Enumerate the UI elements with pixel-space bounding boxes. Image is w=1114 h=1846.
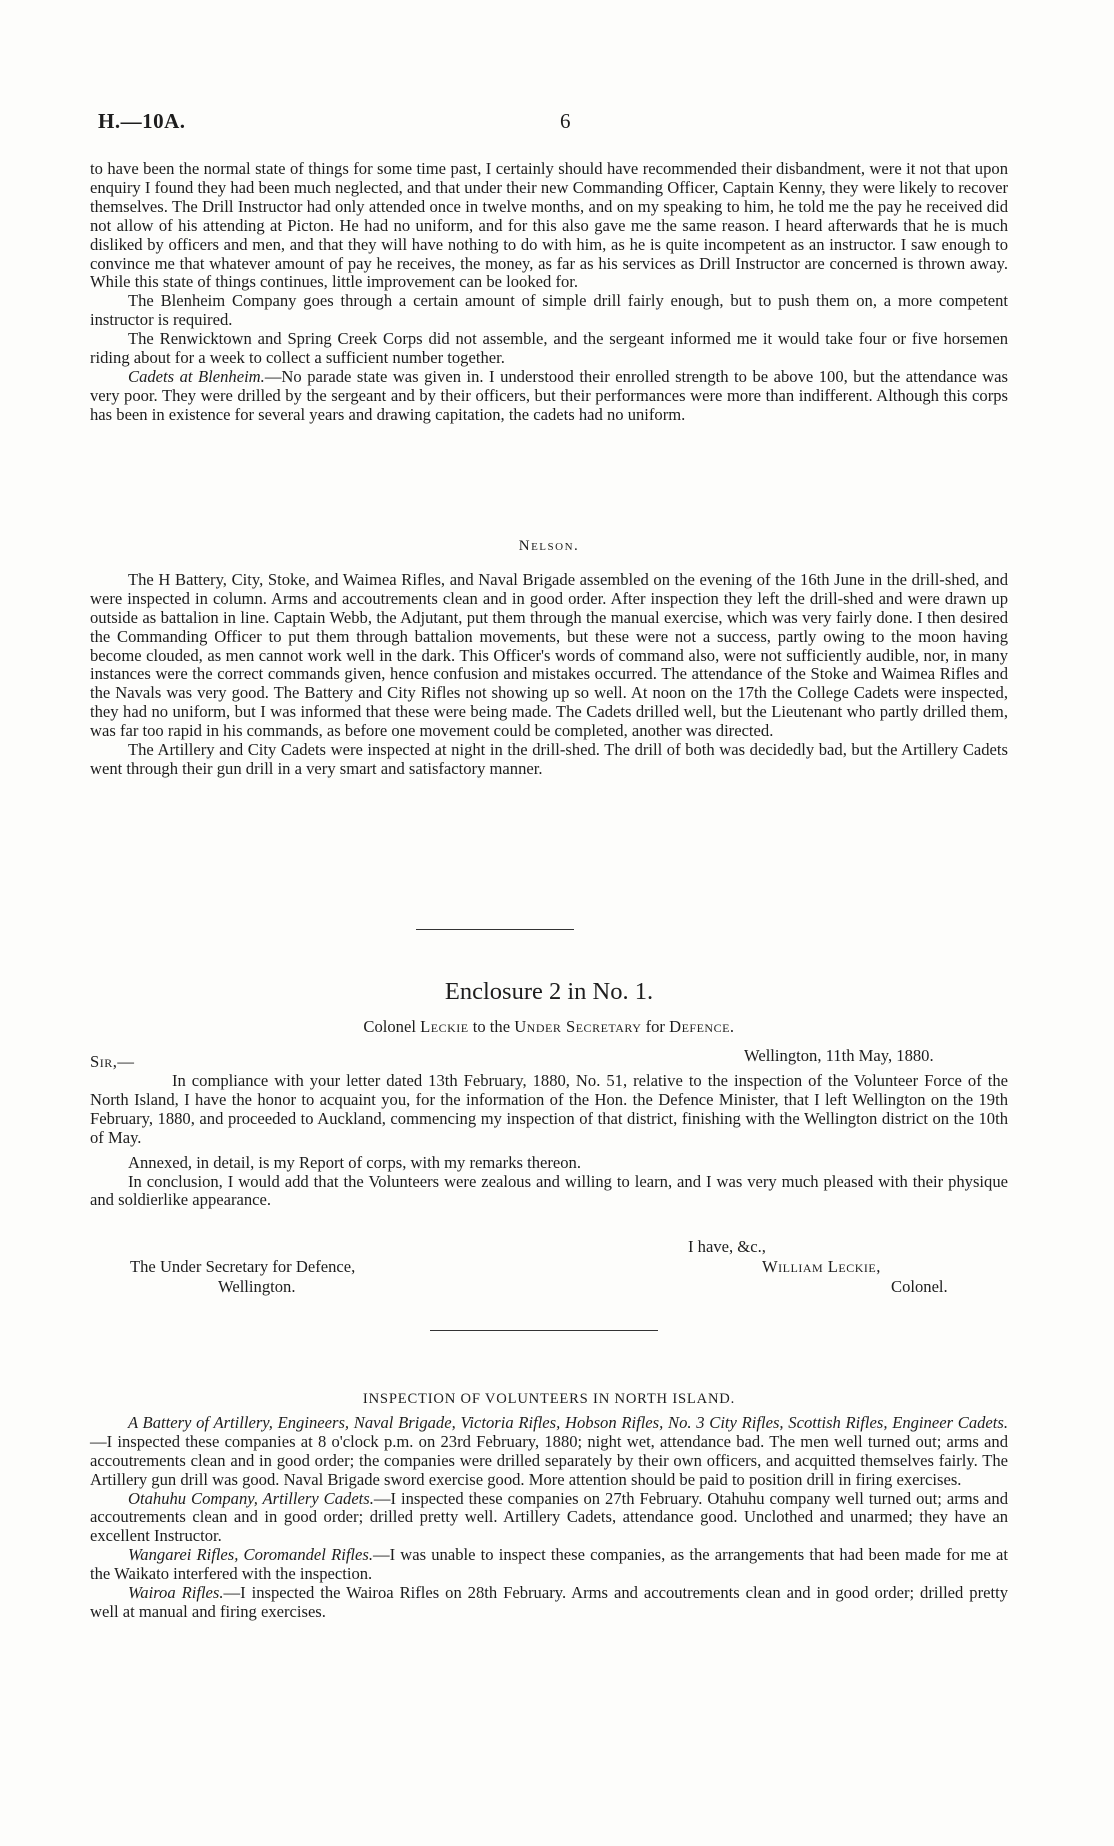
paragraph-otahuhu [90, 1490, 1008, 1547]
letter-paragraph-2: Annexed, in detail, is my Report of corps, with my remarks thereon. [128, 1152, 581, 1172]
paragraph-heading: Wangarei Rifles, Coromandel Rifles. [128, 1545, 374, 1565]
letter-closing: I have, &c., [688, 1237, 766, 1256]
document-id: H.—10A. [98, 109, 186, 133]
addressee-line-1: The Under Secretary for Defence, [130, 1257, 356, 1276]
section-inspection [90, 1390, 1008, 1622]
section-nelson [90, 537, 1008, 779]
paragraph-picton: to have been the normal state of things for some time past, I certainly should have recommended their disbandment, were it not that upon enquiry I found they had been much neglected, and that under their new Commanding Officer, Captain Kenny, they were likely to recover themselves. The Drill Instructor had only attended once in twelve months, and on my speaking to him, he told me the pay he received did not allow of his attending at Picton. He had no uniform, and for this also gave me the same reason. I heard afterwards that he is much disliked by officers and men, and that they will have nothing to do with him, as he is quite incompetent as an instructor. I saw enough to convince me that whatever amount of pay he receives, the money, as far as his services as Drill Instructor are concerned is thrown away. While this state of things continues, little improvement can be looked for. [90, 159, 1008, 292]
paragraph-text: —No parade state was given in. I understood their enrolled strength to be above 100, but the attendance was very poor. They were drilled by the sergeant and by their officers, but their performances were more than indifferent. Although this corps has been in existence for several years and drawing capitation, the cadets had no uniform. [90, 366, 1008, 424]
page-header [98, 109, 1016, 142]
letter-date: Wellington, 11th May, 1880. [744, 1046, 934, 1065]
subtitle-department: Defence. [669, 1017, 735, 1036]
section-divider [416, 929, 574, 930]
letter-signature: William Leckie, [762, 1257, 881, 1276]
section-divider [430, 1330, 658, 1331]
paragraph-text: —I was unable to inspect these companies, as the arrangements that had been made for me at the Waikato interfered with the inspection. [90, 1545, 1008, 1584]
paragraph-a-battery [90, 1414, 1008, 1490]
section-continued [90, 160, 1008, 425]
paragraph-heading: Otahuhu Company, Artillery Cadets. [128, 1488, 374, 1508]
paragraph-cadets-blenheim [90, 368, 1008, 425]
subtitle-recipient: Under Secretary [514, 1017, 642, 1036]
paragraph-blenheim: The Blenheim Company goes through a certain amount of simple drill fairly enough, but to push them on, a more competent instructor is required. [90, 291, 1008, 330]
letter-paragraph-3: In conclusion, I would add that the Volunteers were zealous and willing to learn, and I was very much pleased with their physique and soldierlike appearance. [90, 1171, 1008, 1210]
page-number: 6 [560, 109, 571, 133]
subtitle-name: Leckie [420, 1017, 469, 1036]
subtitle-text: for [641, 1017, 670, 1036]
subtitle-text: Colonel [363, 1017, 421, 1036]
letter-paragraph-1: In compliance with your letter dated 13th February, 1880, No. 51, relative to the inspection of the Volunteer Force of the North Island, I have the honor to acquaint you, for the information of the Hon. the Defence Minister, that I left Wellington on the 19th February, 1880, and proceeded to Auckland, commencing my inspection of that district, finishing with the Wellington district on the 10th of May. [90, 1071, 1008, 1147]
paragraph-nelson-inspection: The H Battery, City, Stoke, and Waimea Rifles, and Naval Brigade assembled on the evening of the 16th June in the drill-shed, and were inspected in column. Arms and accoutrements clean and in good order. After inspection they left the drill-shed and were drawn up outside as battalion in line. Captain Webb, the Adjutant, put them through the manual exercise, which was very fairly done. I then desired the Commanding Officer to put them through battalion movements, but these were not a success, partly owing to the moon having become clouded, as men cannot work well in the dark. This Officer's words of command also, were not sufficiently audible, nor, in many instances were the correct commands given, hence confusion and mistakes occurred. The attendance of the Stoke and Waimea Rifles and the Navals was very good. The Battery and City Rifles not showing up so well. At noon on the 17th the College Cadets were inspected, they had no uniform, but I was informed that these were being made. The Cadets drilled well, but the Lieutenant who partly drilled them, was far too rapid in his commands, as before one movement could be completed, another was directed. [90, 569, 1008, 741]
addressee-line-2: Wellington. [218, 1277, 296, 1296]
paragraph-heading: A Battery of Artillery, Engineers, Naval Brigade, Victoria Rifles, Hobson Rifles, No. 3 City Rifles, Scottish Rifles, Engineer Cadets. [128, 1412, 1008, 1432]
enclosure-title: Enclosure 2 in No. 1. [444, 978, 654, 1005]
inspection-title: INSPECTION OF VOLUNTEERS IN NORTH ISLAND. [362, 1391, 736, 1407]
paragraph-nelson-cadets: The Artillery and City Cadets were inspected at night in the drill-shed. The drill of both was decidedly bad, but the Artillery Cadets went through their gun drill in a very smart and satisfactory manner. [90, 740, 1008, 778]
subtitle-text: to the [468, 1017, 515, 1036]
paragraph-heading: Cadets at Blenheim. [128, 366, 265, 386]
enclosure-subtitle [90, 1018, 1008, 1037]
section-title: Nelson. [518, 538, 580, 554]
letter-body [90, 1072, 1008, 1210]
paragraph-renwicktown: The Renwicktown and Spring Creek Corps did not assemble, and the sergeant informed me it would take four or five horsemen riding about for a week to collect a sufficient number together. [90, 329, 1008, 368]
paragraph-heading: Wairoa Rifles. [128, 1583, 224, 1603]
paragraph-text: —I inspected these companies on 27th February. Otahuhu company well turned out; arms and accoutrements clean and in good order; drilled pretty well. Artillery Cadets, attendance good. Unclothed and unarmed; they have an excellent Instructor. [90, 1488, 1008, 1546]
paragraph-wangarei [90, 1546, 1008, 1584]
paragraph-wairoa [90, 1584, 1008, 1622]
paragraph-text: —I inspected the Wairoa Rifles on 28th February. Arms and accoutrements clean and in good order; drilled pretty well at manual and firing exercises. [90, 1583, 1008, 1621]
letter-salutation: Sir,— [90, 1052, 135, 1071]
letter-rank: Colonel. [891, 1277, 948, 1296]
paragraph-text: —I inspected these companies at 8 o'clock p.m. on 23rd February, 1880; night wet, attendance bad. The men well turned out; arms and accoutrements clean and in good order; the companies were drilled separately by their own officers, and acquitted themselves fairly. The Artillery gun drill was good. Naval Brigade sword exercise good. More attention should be paid to position drill in firing exercises. [90, 1431, 1008, 1489]
